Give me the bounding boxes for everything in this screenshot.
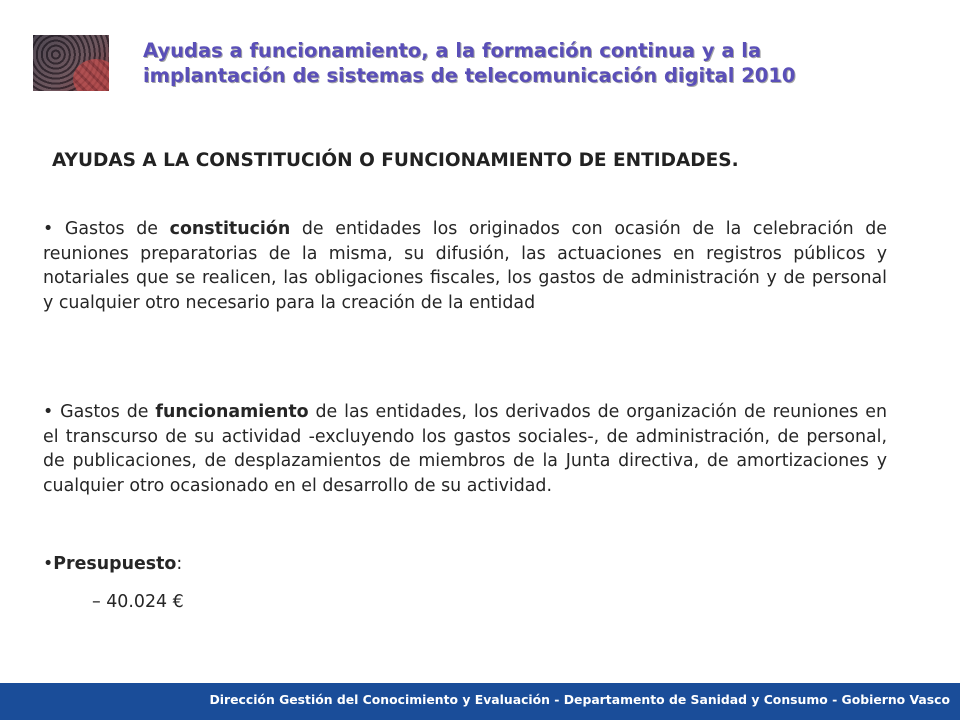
paragraph-text: de las entidades, los derivados de organización de reuniones en el transcurso de su actividad -excluyendo los gastos sociales-, de administración, de personal, de publicaciones, de desplazamientos de miembros de la Junta directiva, de amortizaciones y cualquier otro ocasionado en el desarrollo de su actividad. [43,402,887,496]
paragraph-prefix: Gastos de [53,402,156,422]
constitution-paragraph [43,217,887,315]
section-heading: AYUDAS A LA CONSTITUCIÓN O FUNCIONAMIENTO DE ENTIDADES. [52,150,739,171]
bullet-icon: • [43,402,54,422]
page-title [143,38,883,88]
operation-paragraph [43,400,887,498]
paragraph-text: de entidades los originados con ocasión de la celebración de reuniones preparatorias de la misma, su difusión, las actuaciones en registros públicos y notariales que se realicen, las obligaciones fiscales, los gastos de administración y de personal y cualquier otro necesario para la creación de la entidad [43,219,887,313]
dash-icon: – [92,592,101,612]
budget-line [43,550,182,578]
title-year: 2010 [741,64,796,87]
title-line-1: Ayudas a funcionamiento, a la formación continua y a la [143,39,762,62]
paragraph-prefix: Gastos de [53,219,170,239]
logo-image [33,35,109,91]
keyword-constitucion: constitución [169,219,291,239]
budget-colon: : [176,554,183,574]
budget-label: Presupuesto [53,554,177,574]
keyword-funcionamiento: funcionamiento [155,402,309,422]
footer-text: Dirección Gestión del Conocimiento y Evaluación - Departamento de Sanidad y Consumo - Gobierno Vasco [209,692,950,707]
bullet-icon: • [43,554,54,574]
bullet-icon: • [43,219,54,239]
title-line-2: implantación de sistemas de telecomunicación digital [143,64,735,87]
budget-amount-line [92,588,184,616]
footer-bar [0,683,960,720]
budget-amount: 40.024 € [106,592,184,612]
